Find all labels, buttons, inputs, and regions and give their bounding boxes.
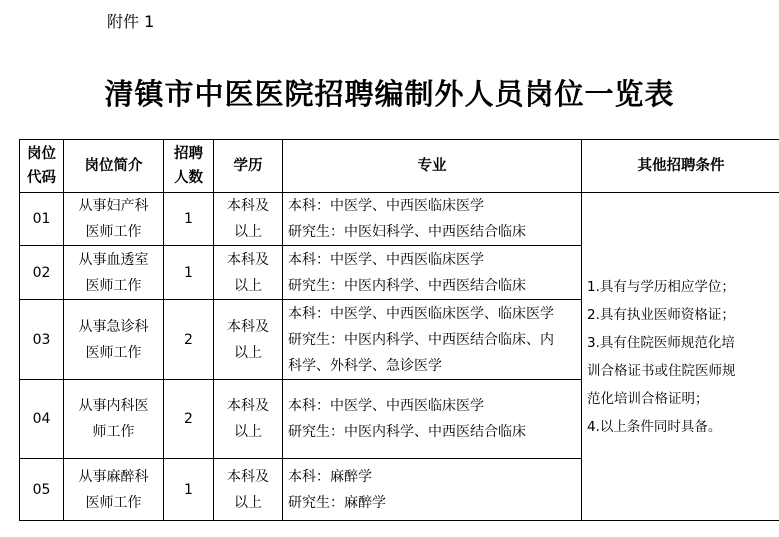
row-intro: 从事麻醉科 医师工作 bbox=[64, 459, 164, 521]
row-code: 04 bbox=[20, 380, 64, 459]
row-code: 03 bbox=[20, 300, 64, 380]
header-education: 学历 bbox=[214, 140, 283, 193]
row-count: 1 bbox=[164, 193, 214, 246]
condition-item: 4.以上条件同时具备。 bbox=[587, 418, 722, 435]
header-major: 专业 bbox=[283, 140, 582, 193]
row-count: 1 bbox=[164, 246, 214, 300]
header-code: 岗位 代码 bbox=[20, 140, 64, 193]
row-intro: 从事血透室 医师工作 bbox=[64, 246, 164, 300]
row-major: 本科：中医学、中西医临床医学 研究生：中医内科学、中西医结合临床 bbox=[283, 380, 582, 459]
condition-item: 1.具有与学历相应学位； bbox=[587, 278, 735, 295]
row-intro: 从事急诊科 医师工作 bbox=[64, 300, 164, 380]
condition-item: 范化培训合格证明； bbox=[587, 390, 709, 407]
row-code: 05 bbox=[20, 459, 64, 521]
row-code: 02 bbox=[20, 246, 64, 300]
row-count: 2 bbox=[164, 380, 214, 459]
condition-item: 2.具有执业医师资格证； bbox=[587, 306, 735, 323]
row-education: 本科及 以上 bbox=[214, 380, 283, 459]
row-major: 本科：中医学、中西医临床医学、临床医学 研究生：中医内科学、中西医结合临床、内 科学、外科学、急诊医学 bbox=[283, 300, 582, 380]
row-major: 本科：麻醉学 研究生：麻醉学 bbox=[283, 459, 582, 521]
header-count: 招聘 人数 bbox=[164, 140, 214, 193]
other-conditions-cell bbox=[582, 193, 779, 521]
row-intro: 从事妇产科 医师工作 bbox=[64, 193, 164, 246]
positions-table bbox=[19, 139, 779, 521]
row-intro: 从事内科医 师工作 bbox=[64, 380, 164, 459]
row-education: 本科及 以上 bbox=[214, 300, 283, 380]
row-count: 1 bbox=[164, 459, 214, 521]
row-code: 01 bbox=[20, 193, 64, 246]
row-education: 本科及 以上 bbox=[214, 459, 283, 521]
row-education: 本科及 以上 bbox=[214, 246, 283, 300]
condition-item: 训合格证书或住院医师规 bbox=[587, 362, 736, 379]
table-header-row bbox=[20, 140, 779, 193]
condition-item: 3.具有住院医师规范化培 bbox=[587, 334, 735, 351]
attachment-label: 附件 1 bbox=[107, 12, 155, 31]
document-title: 清镇市中医医院招聘编制外人员岗位一览表 bbox=[104, 77, 675, 111]
row-major: 本科：中医学、中西医临床医学 研究生：中医妇科学、中西医结合临床 bbox=[283, 193, 582, 246]
row-count: 2 bbox=[164, 300, 214, 380]
header-intro: 岗位简介 bbox=[64, 140, 164, 193]
row-major: 本科：中医学、中西医临床医学 研究生：中医内科学、中西医结合临床 bbox=[283, 246, 582, 300]
header-other: 其他招聘条件 bbox=[582, 140, 779, 193]
table-row bbox=[20, 193, 779, 246]
row-education: 本科及 以上 bbox=[214, 193, 283, 246]
